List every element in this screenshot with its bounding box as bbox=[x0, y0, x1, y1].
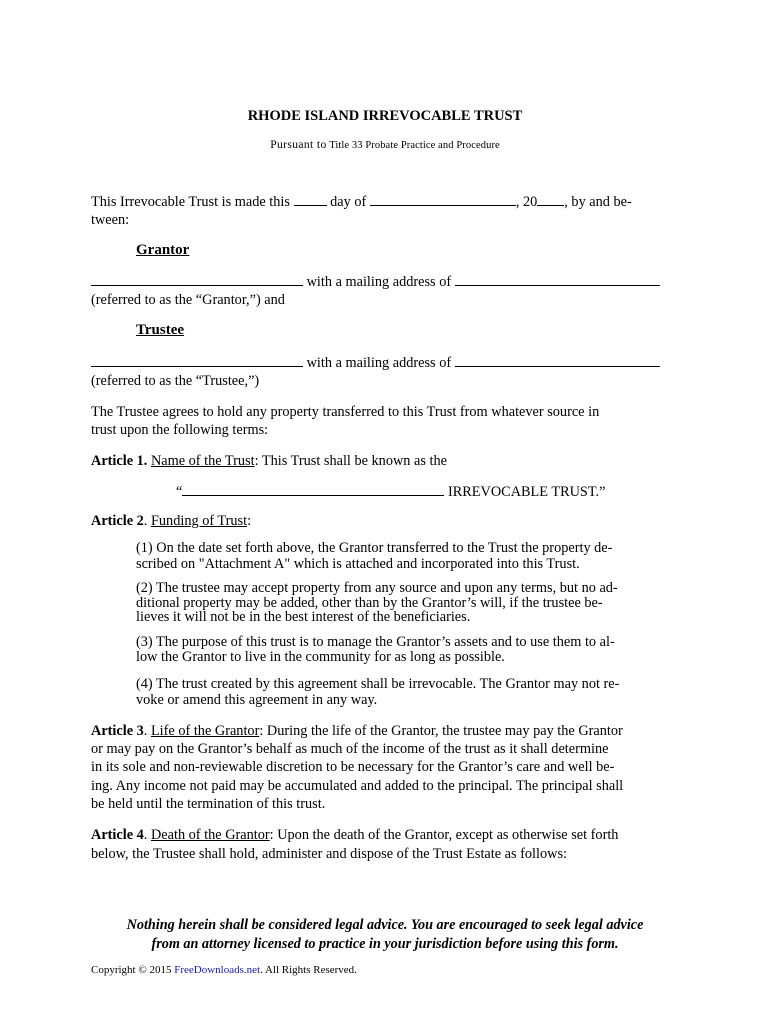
intro-line-2: tween: bbox=[91, 212, 130, 228]
article-4 bbox=[91, 826, 618, 863]
article-4-label: Article 4 bbox=[91, 827, 144, 843]
funding-item-2-line-3: lieves it will not be in the best interest of the beneficiaries. bbox=[136, 609, 471, 625]
trustee-mail-label: with a mailing address of bbox=[306, 355, 452, 371]
month-blank[interactable] bbox=[370, 193, 516, 206]
article-2-title: Funding of Trust bbox=[150, 513, 248, 529]
trustee-ref: (referred to as the “Trustee,”) bbox=[91, 373, 260, 389]
article-1-text: : This Trust shall be known as the bbox=[254, 453, 447, 469]
funding-item-3-line-2: low the Grantor to live in the community for as long as possible. bbox=[136, 649, 505, 665]
legal-notice-line-1: Nothing herein shall be considered legal advice. You are encouraged to seek legal advice bbox=[126, 917, 644, 933]
document-subtitle bbox=[0, 139, 770, 151]
funding-item-4 bbox=[136, 676, 619, 708]
article-2-colon: : bbox=[247, 513, 252, 529]
intro-text-d: , by and be- bbox=[564, 194, 632, 210]
subtitle-statute: Title 33 Probate Practice and Procedure bbox=[329, 140, 500, 151]
legal-notice bbox=[0, 916, 770, 954]
trust-name-line bbox=[176, 483, 605, 501]
open-quote: “ bbox=[176, 484, 183, 500]
article-1-title: Name of the Trust bbox=[150, 453, 255, 469]
copyright-prefix: Copyright © 2015 bbox=[91, 964, 172, 976]
trust-name-suffix: IRREVOCABLE TRUST.” bbox=[447, 484, 606, 500]
funding-item-1-line-1: (1) On the date set forth above, the Grantor transferred to the Trust the property de- bbox=[136, 540, 613, 556]
article-3-dot: . bbox=[143, 723, 148, 739]
day-blank[interactable] bbox=[294, 193, 327, 206]
trustee-heading: Trustee bbox=[136, 322, 185, 338]
article-2-dot: . bbox=[143, 513, 148, 529]
article-3-line-5: be held until the termination of this trust. bbox=[91, 795, 326, 812]
article-4-text-1: : Upon the death of the Grantor, except as otherwise set forth bbox=[269, 827, 619, 843]
agree-line-2: trust upon the following terms: bbox=[91, 422, 269, 438]
legal-notice-line-2: from an attorney licensed to practice in your jurisdiction before using this form. bbox=[151, 936, 619, 952]
trustee-name-blank[interactable] bbox=[91, 354, 303, 367]
article-3-line-1 bbox=[91, 722, 623, 740]
grantor-address-blank[interactable] bbox=[455, 273, 660, 286]
article-3-text-1: : During the life of the Grantor, the trustee may pay the Grantor bbox=[259, 723, 623, 739]
funding-item-2-line-2: ditional property may be added, other than by the Grantor’s will, if the trustee be- bbox=[136, 594, 603, 611]
intro-line-1 bbox=[91, 193, 632, 211]
funding-item-4-line-1: (4) The trust created by this agreement shall be irrevocable. The Grantor may not re- bbox=[136, 676, 620, 692]
article-4-dot: . bbox=[143, 827, 148, 843]
funding-item-4-line-2: voke or amend this agreement in any way. bbox=[136, 692, 378, 708]
grantor-line bbox=[91, 273, 660, 291]
grantor-name-blank[interactable] bbox=[91, 273, 303, 286]
freedownloads-link[interactable]: FreeDownloads.net bbox=[174, 964, 261, 976]
trust-name-blank[interactable] bbox=[182, 483, 444, 496]
year-blank[interactable] bbox=[537, 193, 564, 206]
article-2-label: Article 2 bbox=[91, 513, 144, 529]
trustee-line bbox=[91, 354, 660, 372]
funding-item-3-line-1: (3) The purpose of this trust is to manage the Grantor’s assets and to use them to al- bbox=[136, 634, 615, 650]
funding-item-3 bbox=[136, 635, 615, 665]
article-4-line-1 bbox=[91, 826, 618, 845]
article-3-line-3: in its sole and non-reviewable discretion to be necessary for the Grantor’s care and well be- bbox=[91, 759, 615, 776]
article-3 bbox=[91, 722, 623, 813]
intro-text-c: , 20 bbox=[515, 194, 538, 210]
article-3-label: Article 3 bbox=[91, 723, 144, 739]
article-3-line-2: or may pay on the Grantor’s behalf as much of the income of the trust as it shall determine bbox=[91, 741, 609, 758]
article-3-title: Life of the Grantor bbox=[150, 723, 260, 739]
grantor-mail-label: with a mailing address of bbox=[306, 274, 452, 290]
intro-text-a: This Irrevocable Trust is made this bbox=[91, 194, 290, 210]
funding-item-2 bbox=[136, 581, 618, 625]
grantor-ref: (referred to as the “Grantor,”) and bbox=[91, 292, 285, 308]
trustee-address-blank[interactable] bbox=[455, 354, 660, 367]
copyright-suffix: . All Rights Reserved. bbox=[260, 964, 357, 976]
funding-item-1-line-2: scribed on "Attachment A" which is attached and incorporated into this Trust. bbox=[136, 556, 580, 572]
funding-item-2-line-1: (2) The trustee may accept property from any source and upon any terms, but no ad- bbox=[136, 580, 618, 596]
grantor-heading: Grantor bbox=[136, 242, 190, 258]
document-title: RHODE ISLAND IRREVOCABLE TRUST bbox=[247, 108, 523, 124]
article-1 bbox=[91, 452, 447, 470]
article-4-line-2: below, the Trustee shall hold, administer and dispose of the Trust Estate as follows: bbox=[91, 845, 567, 862]
article-1-label: Article 1. bbox=[91, 453, 148, 469]
article-3-line-4: ing. Any income not paid may be accumulated and added to the principal. The principal shall bbox=[91, 777, 624, 794]
intro-text-b: day of bbox=[330, 194, 367, 210]
subtitle-lead: Pursuant to bbox=[270, 139, 327, 151]
article-2 bbox=[91, 512, 251, 530]
funding-item-1 bbox=[136, 540, 612, 572]
copyright bbox=[91, 964, 357, 976]
article-4-title: Death of the Grantor bbox=[150, 827, 270, 843]
agree-line-1: The Trustee agrees to hold any property transferred to this Trust from whatever source in bbox=[91, 404, 600, 420]
